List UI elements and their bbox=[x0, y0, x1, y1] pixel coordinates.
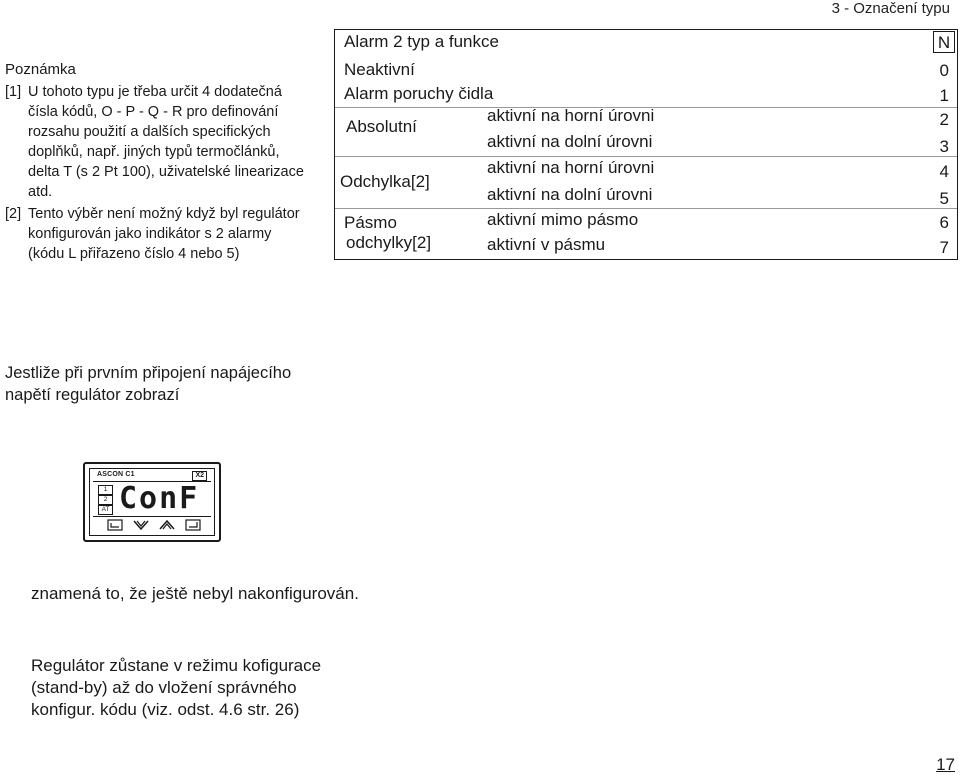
group-name: Odchylka bbox=[340, 172, 411, 191]
row-label: aktivní na dolní úrovni bbox=[487, 185, 653, 204]
down-key-icon bbox=[133, 519, 149, 531]
row-label: aktivní v pásmu bbox=[487, 235, 606, 254]
group-note: [2] bbox=[412, 233, 432, 252]
page-number: 17 bbox=[936, 755, 955, 774]
row-code: 5 bbox=[939, 189, 949, 208]
row-divider bbox=[335, 208, 957, 209]
row-label: aktivní na dolní úrovni bbox=[487, 132, 653, 151]
footnote-text: Tento výběr není možný když byl regulátor konfigurován jako indikátor s 2 alarmy (kódu L přiřazeno číslo 4 nebo 5) bbox=[28, 206, 300, 262]
enter-key-icon bbox=[107, 519, 123, 531]
device-display: ConF bbox=[119, 481, 200, 516]
group-note: [2] bbox=[410, 172, 430, 191]
controller-device bbox=[83, 462, 221, 542]
row-code: 1 bbox=[939, 86, 949, 105]
code-letter: N bbox=[933, 31, 955, 53]
device-brand: ASCON C1 bbox=[97, 471, 135, 478]
row-code: 2 bbox=[939, 110, 949, 129]
row-label: aktivní na horní úrovni bbox=[487, 106, 655, 125]
row-label: Alarm poruchy čidla bbox=[344, 84, 494, 103]
row-label: aktivní na horní úrovni bbox=[487, 158, 655, 177]
row-code: 0 bbox=[939, 61, 949, 80]
return-key-icon bbox=[185, 519, 201, 531]
row-label: aktivní mimo pásmo bbox=[487, 210, 639, 229]
row-divider bbox=[335, 156, 957, 157]
group-label-deviation bbox=[340, 172, 430, 192]
led-at: AT bbox=[98, 505, 113, 515]
group-label-band: Pásmo bbox=[344, 213, 397, 232]
row-code: 4 bbox=[939, 162, 949, 181]
note-block bbox=[5, 60, 305, 266]
footnote-2 bbox=[5, 204, 305, 264]
group-label-absolute: Absolutní bbox=[346, 117, 417, 136]
result-text-2: Regulátor zůstane v režimu kofigurace (stand-by) až do vložení správného konfigur. kódu (viz. odst. 4.6 str. 26) bbox=[31, 656, 322, 719]
footnote-mark: [1] bbox=[5, 84, 22, 100]
footnote-text: U tohoto typu je třeba určit 4 dodatečná čísla kódů, O - P - Q - R pro definování rozsahu použití a dalších specifických doplňků, např. jiných typů termočlánků, delta T (s 2 Pt 100), uživatelské linearizace atd. bbox=[28, 84, 304, 200]
row-code: 6 bbox=[939, 213, 949, 232]
device-divider bbox=[93, 516, 211, 517]
prompt-text: Jestliže při prvním připojení napájecího napětí regulátor zobrazí bbox=[5, 364, 292, 404]
row-code: 3 bbox=[939, 137, 949, 156]
table-title: Alarm 2 typ a funkce bbox=[344, 32, 499, 51]
footnote-mark: [2] bbox=[5, 206, 22, 222]
row-label: Neaktivní bbox=[344, 60, 415, 79]
footnote-1 bbox=[5, 82, 305, 202]
device-model: X2 bbox=[192, 471, 207, 481]
up-key-icon bbox=[159, 519, 175, 531]
led-1: 1 bbox=[98, 485, 113, 495]
section-header: 3 - Označení typu bbox=[831, 0, 950, 17]
note-title: Poznámka bbox=[5, 61, 76, 78]
row-code: 7 bbox=[939, 238, 949, 257]
group-label-band-2 bbox=[346, 233, 431, 253]
group-name: odchylky bbox=[346, 233, 413, 252]
alarm-table bbox=[334, 29, 958, 260]
led-2: 2 bbox=[98, 495, 113, 505]
result-text-1: znamená to, že ještě nebyl nakonfigurován. bbox=[31, 584, 359, 603]
